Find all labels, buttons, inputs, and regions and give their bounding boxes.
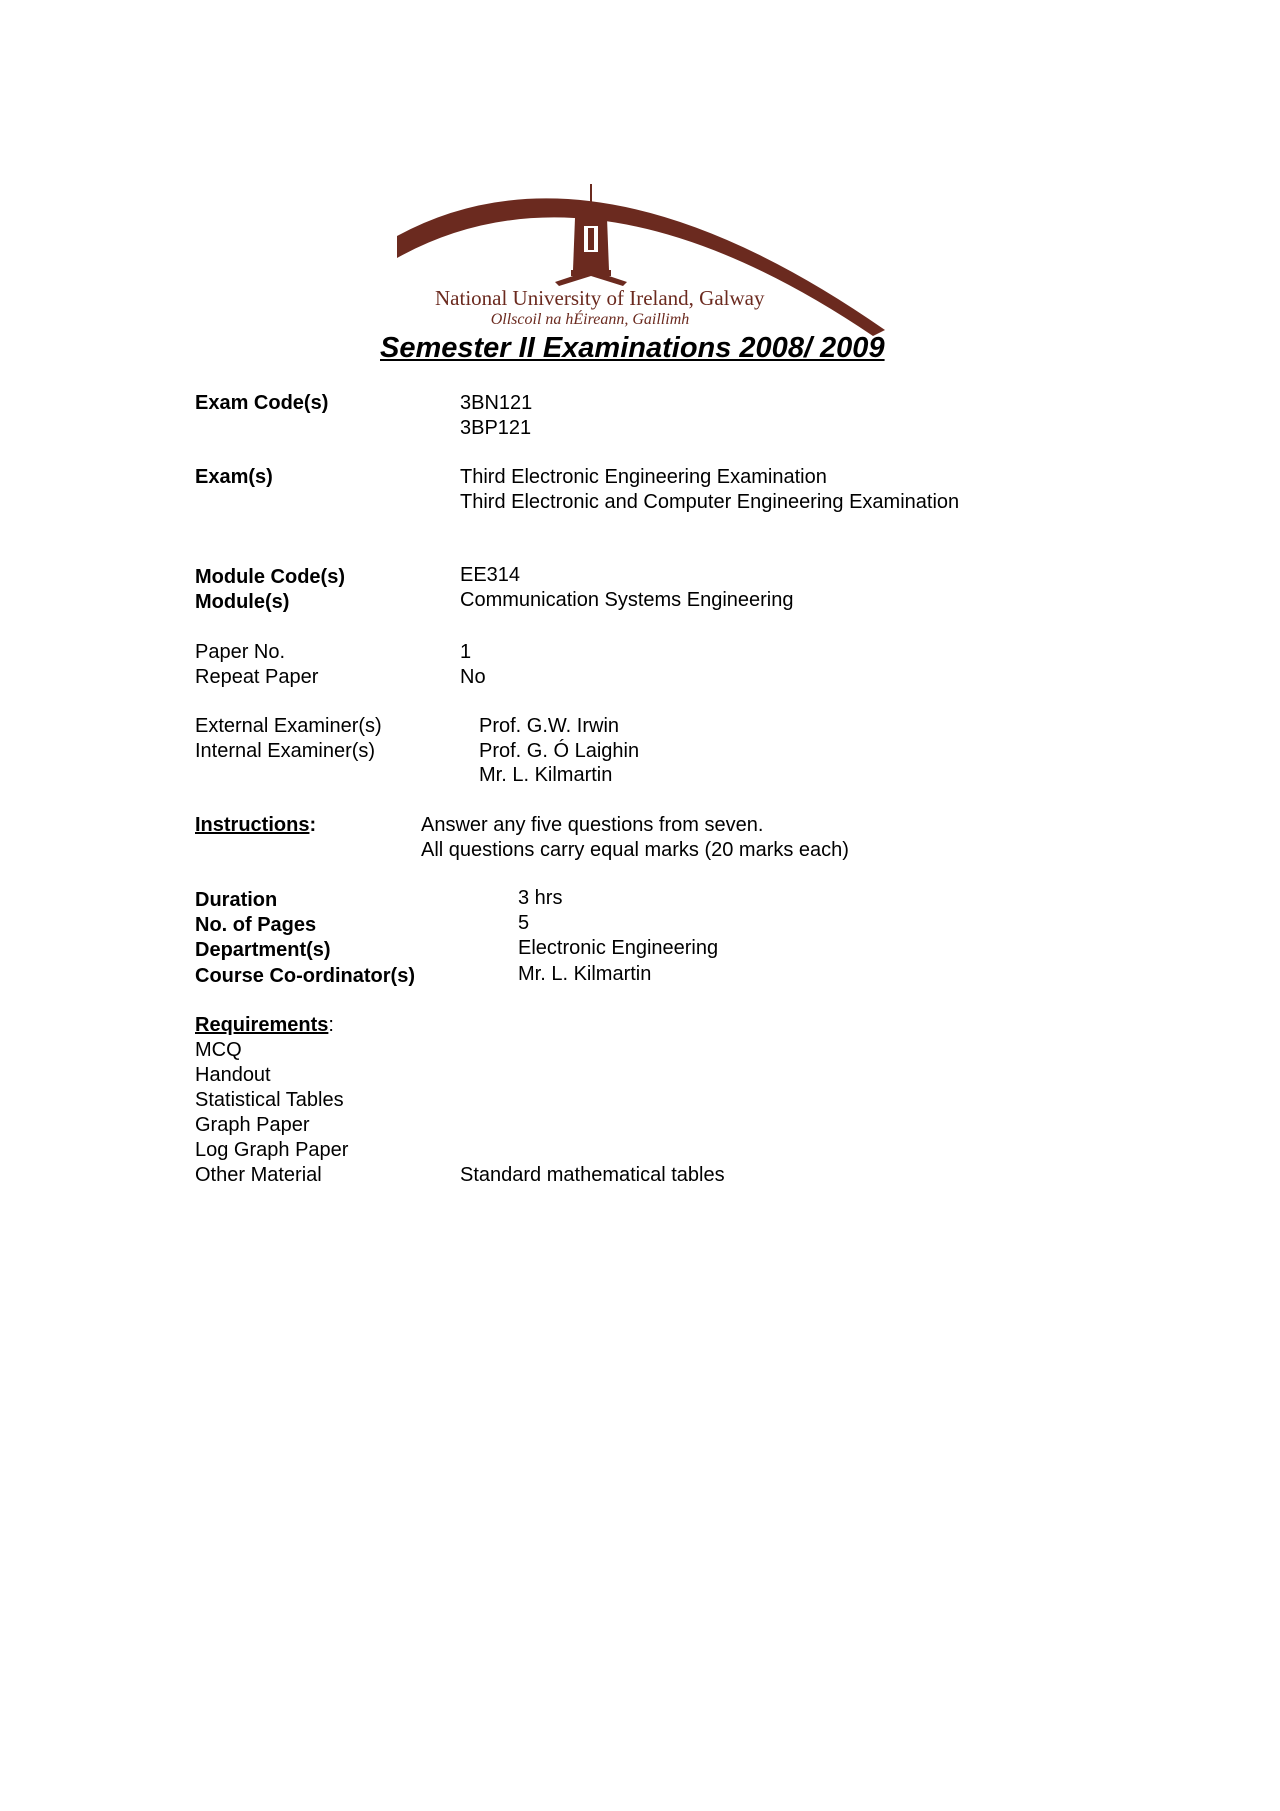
requirement-item: Other Material — [195, 1164, 322, 1186]
university-name-english: National University of Ireland, Galway — [435, 286, 765, 310]
external-examiner-value: Prof. G.W. Irwin — [479, 715, 620, 737]
requirements-label-text: Requirements — [195, 1014, 329, 1036]
exam-code-value: 3BN121 — [460, 392, 533, 414]
requirement-item: Statistical Tables — [195, 1089, 344, 1111]
departments-label: Department(s) — [195, 939, 331, 961]
module-codes-label: Module Code(s) — [195, 566, 345, 588]
exam-value: Third Electronic Engineering Examination — [460, 466, 827, 488]
module-code-value: EE314 — [460, 564, 521, 586]
exam-codes-label: Exam Code(s) — [195, 392, 329, 414]
modules-label: Module(s) — [195, 591, 290, 613]
requirement-item: Log Graph Paper — [195, 1139, 349, 1161]
departments-value: Electronic Engineering — [518, 937, 719, 959]
course-coordinators-value: Mr. L. Kilmartin — [518, 963, 652, 985]
requirements-colon: : — [328, 1014, 334, 1036]
paper-no-value: 1 — [460, 641, 472, 663]
instructions-label — [195, 813, 316, 838]
university-name-irish: Ollscoil na hÉireann, Gaillimh — [490, 311, 690, 328]
duration-label: Duration — [195, 889, 278, 911]
no-of-pages-value: 5 — [518, 912, 530, 934]
requirement-item: Graph Paper — [195, 1114, 310, 1136]
course-coordinators-label: Course Co-ordinator(s) — [195, 965, 415, 987]
instructions-label-text: Instructions — [195, 814, 310, 836]
repeat-paper-value: No — [460, 666, 486, 688]
page-title: Semester II Examinations 2008/ 2009 — [380, 332, 885, 364]
internal-examiners-label: Internal Examiner(s) — [195, 740, 376, 762]
external-examiners-label: External Examiner(s) — [195, 715, 382, 737]
university-logo — [395, 178, 890, 338]
no-of-pages-label: No. of Pages — [195, 914, 317, 936]
paper-no-label: Paper No. — [195, 641, 286, 663]
module-value: Communication Systems Engineering — [460, 589, 794, 611]
repeat-paper-label: Repeat Paper — [195, 666, 319, 688]
instruction-line: All questions carry equal marks (20 marks each) — [421, 839, 849, 861]
requirement-item: MCQ — [195, 1039, 242, 1061]
internal-examiner-value: Mr. L. Kilmartin — [479, 764, 613, 786]
other-material-value: Standard mathematical tables — [460, 1164, 725, 1186]
instruction-line: Answer any five questions from seven. — [421, 814, 764, 836]
instructions-colon: : — [309, 814, 317, 836]
duration-value: 3 hrs — [518, 887, 563, 909]
requirements-label — [195, 1013, 334, 1038]
internal-examiner-value: Prof. G. Ó Laighin — [479, 740, 640, 762]
exam-code-value: 3BP121 — [460, 417, 532, 439]
requirement-item: Handout — [195, 1064, 271, 1086]
exam-value: Third Electronic and Computer Engineering Examination — [460, 491, 960, 513]
exams-label: Exam(s) — [195, 466, 273, 488]
